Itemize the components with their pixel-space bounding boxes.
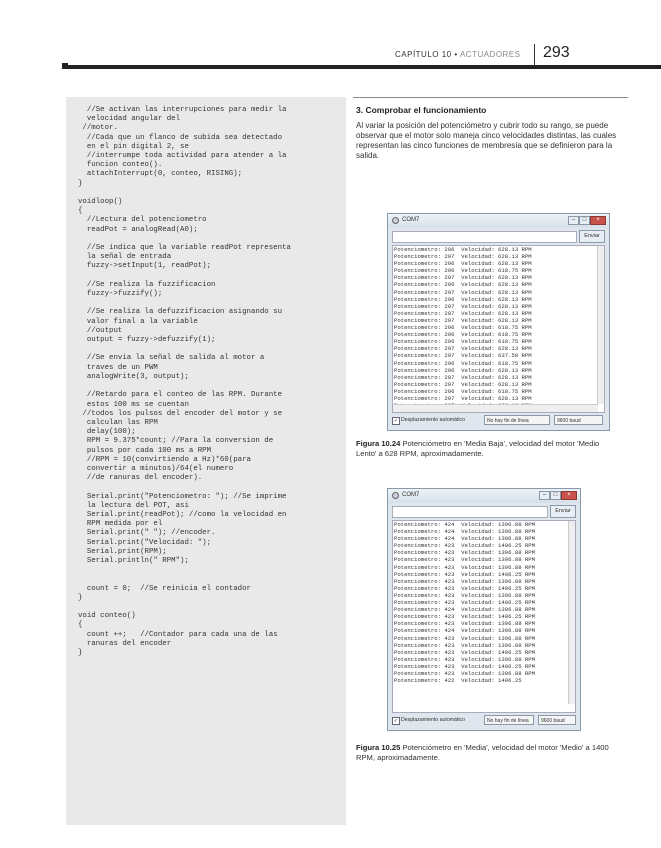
serial-line: Potenciometro: 297 Velocidad: 628.13 RPM (394, 316, 532, 324)
serial-line: Potenciometro: 296 Velocidad: 628.13 RPM (394, 295, 532, 303)
serial-monitor-window-1 (387, 213, 610, 431)
code-line: funcion conteo(). (78, 161, 163, 170)
code-line: RPM = 9.375*count; //Para la conversion de (78, 437, 274, 446)
serial-line: Potenciometro: 424 Velocidad: 1396.88 RPM (394, 521, 535, 528)
code-line: traves de un PWM (78, 363, 158, 372)
code-line: delay(100); (78, 428, 136, 437)
code-line (78, 299, 344, 308)
code-line: //interrumpe toda actividad para atender a la (78, 152, 287, 161)
serial-line: Potenciometro: 297 Velocidad: 628.13 RPM (394, 274, 532, 282)
serial-line: Potenciometro: 424 Velocidad: 1396.88 RPM (394, 535, 535, 543)
vertical-scrollbar[interactable] (597, 246, 604, 404)
window-titlebar[interactable] (388, 214, 609, 228)
serial-line: Potenciometro: 423 Velocidad: 1396.88 RPM (394, 641, 535, 649)
figure-caption-text: Potenciómetro en 'Media Baja', velocidad del motor 'Medio Lento' a 628 RPM, aproximadamente. (356, 439, 600, 458)
code-line: ranuras del encoder (78, 639, 172, 648)
close-icon[interactable]: × (561, 491, 577, 500)
serial-output (392, 520, 576, 713)
code-line (78, 345, 344, 354)
serial-line: Potenciometro: 297 Velocidad: 628.13 RPM (394, 380, 532, 388)
serial-line: Potenciometro: 296 Velocidad: 628.13 RPM (394, 281, 532, 289)
header-separator (534, 44, 535, 66)
minimize-icon[interactable]: – (539, 491, 550, 500)
code-line: count = 0; //Se reinicia el contador (78, 584, 251, 593)
serial-line: Potenciometro: 424 Velocidad: 1396.88 RPM (394, 528, 535, 536)
code-line (78, 235, 344, 244)
send-input[interactable] (392, 506, 548, 518)
code-line (78, 603, 344, 612)
code-line (78, 382, 344, 391)
figure-caption-1 (356, 439, 618, 458)
status-row (392, 715, 576, 727)
code-line: en el pin digital 2, se (78, 142, 189, 151)
serial-output (392, 245, 605, 413)
serial-line: Potenciometro: 423 Velocidad: 1396.88 RPM (394, 634, 535, 642)
chapter-label: CAPÍTULO 10 • (395, 50, 458, 59)
code-line (78, 272, 344, 281)
code-line: //Se envia la señal de salida al motor a (78, 354, 265, 363)
serial-line: Potenciometro: 423 Velocidad: 1406.25 RPM (394, 584, 535, 592)
autoscroll-checkbox[interactable]: ✓ (393, 418, 399, 424)
send-input[interactable] (392, 231, 577, 243)
header-rule (62, 65, 661, 69)
code-listing (78, 106, 344, 658)
code-line: analogWrite(3, output); (78, 372, 189, 381)
section-rule (353, 97, 628, 98)
maximize-icon[interactable]: □ (550, 491, 561, 500)
code-line (78, 189, 344, 198)
window-title: COM7 (402, 492, 420, 498)
section-title: 3. Comprobar el funcionamiento (356, 105, 487, 115)
serial-line: Potenciometro: 296 Velocidad: 618.75 RPM (394, 338, 532, 346)
serial-line: Potenciometro: 297 Velocidad: 628.13 RPM (394, 394, 532, 402)
figure-caption-text: Potenciómetro en 'Media', velocidad del motor 'Medio' a 1400 RPM, aproximadamente. (356, 743, 609, 762)
window-titlebar[interactable] (388, 489, 580, 503)
code-line: valor final a la variable (78, 317, 198, 326)
code-line: } (78, 648, 83, 657)
minimize-icon[interactable]: – (568, 216, 579, 225)
serial-line: Potenciometro: 296 Velocidad: 628.13 RPM (394, 366, 532, 374)
serial-line: Potenciometro: 297 Velocidad: 628.13 RPM (394, 253, 532, 261)
code-line (78, 575, 344, 584)
line-ending-select[interactable]: No hay fin de línea (484, 715, 534, 725)
code-line: //RPM = 10(convirtiendo a Hz)*60(para (78, 455, 251, 464)
code-line: count ++; //Contador para cada una de las (78, 630, 278, 639)
serial-line: Potenciometro: 423 Velocidad: 1396.88 RPM (394, 620, 535, 628)
serial-line: Potenciometro: 297 Velocidad: 628.13 RPM (394, 373, 532, 381)
serial-line: Potenciometro: 296 Velocidad: 618.75 RPM (394, 387, 532, 395)
serial-line: Potenciometro: 296 Velocidad: 628.13 RPM (394, 260, 532, 268)
serial-line: Potenciometro: 297 Velocidad: 628.13 RPM (394, 302, 532, 310)
serial-line: Potenciometro: 423 Velocidad: 1396.88 RPM (394, 563, 535, 571)
serial-line: Potenciometro: 422 Velocidad: 1406.25 (394, 677, 522, 685)
autoscroll-checkbox[interactable]: ✓ (393, 718, 399, 724)
code-line: //Cada que un flanco de subida sea detectado (78, 133, 283, 142)
code-line: estos 100 ms se cuentan (78, 400, 189, 409)
serial-line: Potenciometro: 423 Velocidad: 1396.88 RPM (394, 655, 535, 663)
baud-select[interactable]: 9600 baud (554, 415, 603, 425)
figure-label: Figura 10.25 (356, 743, 401, 752)
code-line (78, 566, 344, 575)
window-title: COM7 (402, 217, 420, 223)
chapter-name: ACTUADORES (459, 50, 521, 59)
code-line: //output (78, 326, 123, 335)
code-line: pulsos por cada 100 ms a RPM (78, 446, 212, 455)
figure-caption-2 (356, 743, 618, 762)
vertical-scrollbar[interactable] (568, 521, 575, 704)
code-line: Serial.println(" RPM"); (78, 556, 189, 565)
code-line: Serial.print("Velocidad: "); (78, 538, 212, 547)
serial-line: Potenciometro: 423 Velocidad: 1396.88 RPM (394, 549, 535, 557)
code-line: la lectura del POT, asi (78, 501, 189, 510)
code-line: //Se activan las interrupciones para medir la (78, 106, 287, 114)
header-rule-mark (62, 63, 68, 69)
code-line: Serial.print(" "); //encoder. (78, 529, 216, 538)
code-line: fuzzy->setInput(1, readPot); (78, 262, 212, 271)
code-line: attachInterrupt(0, conteo, RISING); (78, 170, 243, 179)
code-line: //Se indica que la variable readPot representa (78, 244, 291, 253)
serial-line: Potenciometro: 423 Velocidad: 1406.25 RPM (394, 613, 535, 621)
code-line: Serial.print(readPot); //como la velocidad en (78, 510, 287, 519)
serial-line: Potenciometro: 423 Velocidad: 1406.25 RPM (394, 542, 535, 550)
serial-line: Potenciometro: 423 Velocidad: 1406.25 RPM (394, 599, 535, 607)
autoscroll-label: Desplazamiento automático (401, 717, 466, 723)
code-line: la señal de entrada (78, 253, 172, 262)
code-line: void conteo() (78, 612, 136, 621)
status-row (392, 415, 605, 427)
code-line: RPM medida por el (78, 520, 163, 529)
code-line (78, 483, 344, 492)
maximize-icon[interactable]: □ (579, 216, 590, 225)
serial-line: Potenciometro: 297 Velocidad: 628.13 RPM (394, 288, 532, 296)
serial-line: Potenciometro: 296 Velocidad: 618.75 RPM (394, 331, 532, 339)
code-line: voidloop() (78, 198, 123, 207)
code-line: } (78, 593, 83, 602)
serial-line: Potenciometro: 424 Velocidad: 1396.88 RPM (394, 627, 535, 635)
line-ending-select[interactable]: No hay fin de línea (484, 415, 550, 425)
serial-line: Potenciometro: 423 Velocidad: 1396.88 RPM (394, 669, 535, 677)
serial-line: Potenciometro: 297 Velocidad: 637.50 RPM (394, 352, 532, 360)
code-line: //Lectura del potenciometro (78, 216, 207, 225)
page-number: 293 (543, 44, 570, 61)
code-line: convertir a minutos)/64(el numero (78, 464, 234, 473)
running-header (395, 50, 521, 59)
section-body: Al variar la posición del potenciómetro y cubrir todo su rango, se puede observar que el motor solo maneja cinco velocidades distintas, las cuales representan las cinco funciones de membresía que se definieron para la salida. (356, 121, 617, 160)
code-line: { (78, 207, 83, 216)
code-line: //Se realiza la fuzzificacion (78, 280, 216, 289)
send-button[interactable]: Enviar (550, 505, 576, 518)
autoscroll-label: Desplazamiento automático (401, 417, 466, 423)
code-line: //de ranuras del encoder). (78, 474, 203, 483)
send-button[interactable]: Enviar (579, 230, 605, 243)
serial-line: Potenciometro: 423 Velocidad: 1396.88 RPM (394, 577, 535, 585)
serial-monitor-window-2 (387, 488, 581, 731)
code-line: output = fuzzy->defuzzify(1); (78, 336, 216, 345)
app-icon (392, 217, 399, 224)
close-icon[interactable]: × (590, 216, 606, 225)
serial-line: Potenciometro: 297 Velocidad: 628.13 RPM (394, 345, 532, 353)
code-line: //motor. (78, 124, 118, 133)
serial-line: Potenciometro: 423 Velocidad: 1406.25 RPM (394, 648, 535, 656)
code-line: //Retardo para el conteo de las RPM. Durante (78, 391, 283, 400)
code-line: fuzzy->fuzzify(); (78, 290, 163, 299)
serial-line: Potenciometro: 424 Velocidad: 1396.88 RPM (394, 606, 535, 614)
app-icon (392, 492, 399, 499)
code-line: Serial.print(RPM); (78, 547, 167, 556)
serial-line: Potenciometro: 296 Velocidad: 618.75 RPM (394, 359, 532, 367)
serial-line: Potenciometro: 423 Velocidad: 1396.88 RPM (394, 591, 535, 599)
horizontal-scrollbar[interactable] (393, 404, 598, 412)
figure-label: Figura 10.24 (356, 439, 401, 448)
baud-select[interactable]: 9600 baud (538, 715, 576, 725)
serial-line: Potenciometro: 296 Velocidad: 618.75 RPM (394, 267, 532, 275)
serial-line: Potenciometro: 296 Velocidad: 618.75 RPM (394, 324, 532, 332)
code-line: } (78, 179, 83, 188)
code-line: //todos los pulsos del encoder del motor y se (78, 409, 283, 418)
serial-line: Potenciometro: 423 Velocidad: 1396.88 RPM (394, 556, 535, 564)
code-line: //Se realiza la defuzzificacion asignando su (78, 308, 283, 317)
code-line: { (78, 621, 83, 630)
code-line: Serial.print("Potenciometro: "); //Se imprime (78, 492, 287, 501)
serial-line: Potenciometro: 297 Velocidad: 628.13 RPM (394, 309, 532, 317)
code-line: calculan las RPM (78, 418, 158, 427)
serial-line: Potenciometro: 423 Velocidad: 1406.25 RPM (394, 570, 535, 578)
code-line: velocidad angular del (78, 115, 181, 124)
serial-line: Potenciometro: 296 Velocidad: 628.13 RPM (394, 246, 532, 253)
serial-line: Potenciometro: 423 Velocidad: 1406.25 RPM (394, 662, 535, 670)
code-line: readPot = analogRead(A0); (78, 225, 198, 234)
